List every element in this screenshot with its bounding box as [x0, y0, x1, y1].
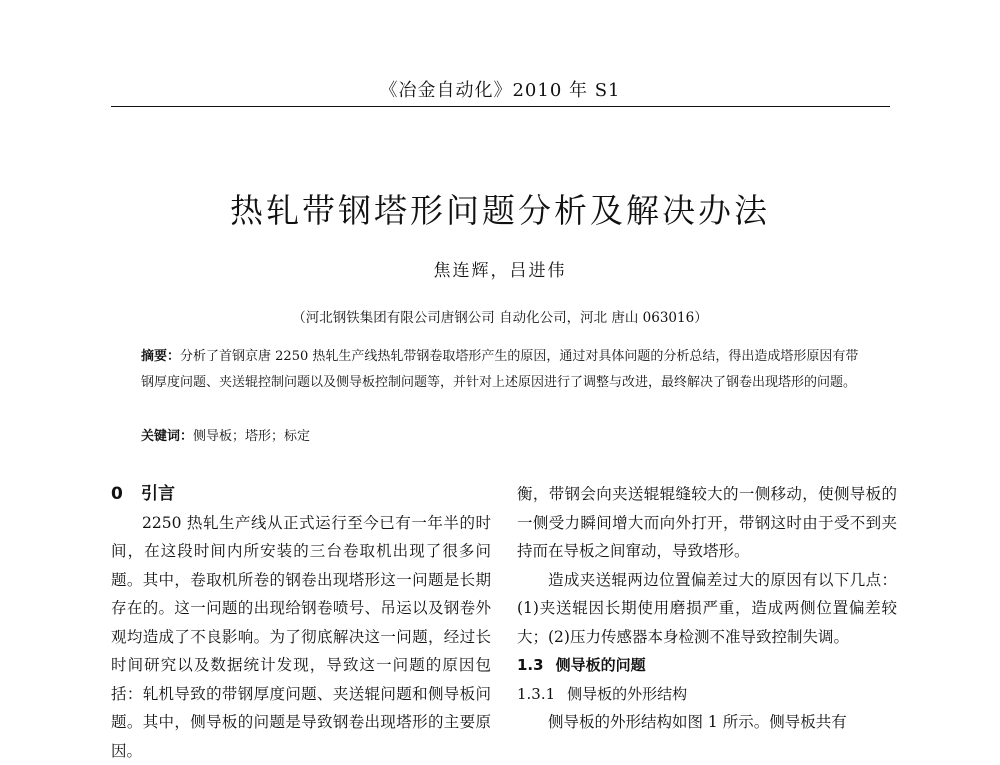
journal-header: 《冶金自动化》2010 年 S1: [0, 76, 1000, 102]
body-paragraph-figure-ref: 侧导板的外形结构如图 1 所示。侧导板共有: [517, 708, 897, 737]
subsection-heading: [517, 651, 897, 680]
keywords-label: 关键词：: [141, 429, 193, 444]
section-title: 引言: [141, 484, 175, 504]
keywords: [141, 426, 861, 448]
intro-paragraph: 2250 热轧生产线从正式运行至今已有一年半的时间，在这段时间内所安装的三台卷取机出现了很多问题。其中，卷取机所卷的钢卷出现塔形这一问题是长期存在的。这一问题的出现给钢卷喷号、吊运以及钢卷外观均造成了不良影响。为了彻底解决这一问题，经过长时间研究以及数据统计发现，导致这一问题的原因包括：轧机导致的带钢厚度问题、夹送辊问题和侧导板问题。其中，侧导板的问题是导致钢卷出现塔形的主要原因。: [111, 509, 491, 765]
subsection-number: 1.3: [517, 651, 544, 680]
subsubsection-title: 侧导板的外形结构: [567, 685, 687, 703]
section-number: 0: [111, 480, 141, 509]
abstract: [141, 344, 861, 396]
left-column: [111, 480, 491, 765]
paper-title: 热轧带钢塔形问题分析及解决办法: [0, 185, 1000, 232]
body-paragraph: 造成夹送辊两边位置偏差过大的原因有以下几点：(1)夹送辊因长期使用磨损严重，造成两侧位置偏差较大；(2)压力传感器本身检测不准导致控制失调。: [517, 566, 897, 652]
right-column: [517, 480, 897, 737]
abstract-text: 分析了首钢京唐 2250 热轧生产线热轧带钢卷取塔形产生的原因，通过对具体问题的分析总结，得出造成塔形原因有带钢厚度问题、夹送辊控制问题以及侧导板控制问题等，并针对上述原因进行了调整与改进，最终解决了钢卷出现塔形的问题。: [141, 349, 858, 390]
subsubsection-number: 1.3.1: [517, 680, 555, 709]
abstract-label: 摘要：: [141, 349, 180, 364]
subsection-title: 侧导板的问题: [556, 656, 646, 674]
header-rule: [111, 106, 890, 107]
authors: 焦连辉，吕进伟: [0, 256, 1000, 281]
affiliation: （河北钢铁集团有限公司唐钢公司 自动化公司，河北 唐山 063016）: [0, 306, 1000, 326]
subsubsection-heading: [517, 680, 897, 709]
body-paragraph-continued: 衡，带钢会向夹送辊辊缝较大的一侧移动，使侧导板的一侧受力瞬间增大而向外打开，带钢这时由于受不到夹持而在导板之间窜动，导致塔形。: [517, 480, 897, 566]
section-heading: [111, 480, 491, 509]
keywords-text: 侧导板；塔形；标定: [193, 429, 310, 444]
